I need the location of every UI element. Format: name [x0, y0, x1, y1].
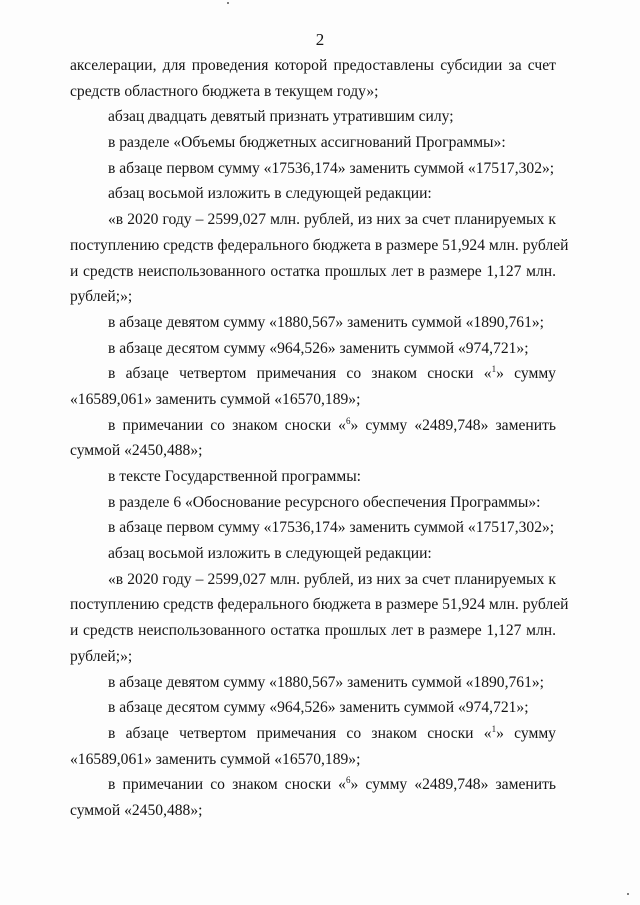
text-line [70, 798, 556, 824]
text-line [70, 541, 556, 567]
line-text: в абзаце четвертом примечания со знаком сноски « [108, 724, 492, 742]
line-text-after: » сумму «2489,748» заменить [350, 416, 557, 434]
line-text: «в 2020 году – 2599,027 млн. рублей, из них за счет планируемых к [108, 211, 556, 229]
line-text: в абзаце первом сумму «17536,174» заменить суммой «17517,302»; [108, 519, 555, 537]
text-line [70, 413, 556, 439]
line-text-after: » сумму [496, 724, 556, 742]
text-line [70, 772, 556, 798]
line-text: и средств неиспользованного остатка прошлых лет в размере 1,127 млн. [70, 262, 556, 280]
line-text: «16589,061» заменить суммой «16570,189»; [70, 750, 361, 768]
line-text-after: » сумму [496, 365, 556, 383]
text-line [70, 618, 556, 644]
text-line [70, 181, 556, 207]
line-text: в абзаце десятом сумму «964,526» заменить суммой «974,721»; [108, 339, 529, 357]
footnote-mark: 6 [345, 415, 351, 426]
text-line [70, 490, 556, 516]
text-line [70, 592, 569, 618]
line-text: поступлению средств федерального бюджета в размере 51,924 млн. рублей [70, 236, 569, 254]
text-line [70, 361, 556, 387]
page-number: 2 [315, 30, 325, 49]
document-body [70, 53, 569, 824]
line-text: в разделе «Объемы бюджетных ассигнований Программы»: [108, 134, 506, 152]
line-text: и средств неиспользованного остатка прошлых лет в размере 1,127 млн. [70, 622, 556, 640]
line-text: «в 2020 году – 2599,027 млн. рублей, из них за счет планируемых к [108, 570, 556, 588]
text-line [70, 53, 556, 79]
text-line [70, 644, 556, 670]
line-text: суммой «2450,488»; [70, 801, 203, 819]
line-text-after: » сумму «2489,748» заменить [350, 776, 557, 794]
text-line [70, 336, 556, 362]
text-line [70, 670, 556, 696]
line-text: поступлению средств федерального бюджета в размере 51,924 млн. рублей [70, 596, 569, 614]
text-line [70, 104, 556, 130]
text-line [70, 387, 556, 413]
line-text: в тексте Государственной программы: [108, 468, 362, 485]
text-line [70, 747, 556, 773]
line-text: абзац восьмой изложить в следующей редакции: [108, 545, 432, 563]
line-text: в абзаце первом сумму «17536,174» заменить суммой «17517,302»; [108, 159, 555, 177]
text-line [70, 515, 556, 541]
line-text: акселерации, для проведения которой предоставлены субсидии за счет [70, 57, 556, 74]
text-line [70, 156, 556, 182]
line-text: суммой «2450,488»; [70, 442, 203, 460]
footnote-mark: 1 [491, 364, 497, 375]
line-text: рублей;»; [70, 288, 133, 306]
text-line [70, 259, 556, 285]
line-text: в примечании со знаком сноски « [108, 776, 346, 794]
line-text: абзац восьмой изложить в следующей редакции: [108, 185, 432, 203]
text-line [70, 130, 556, 156]
text-line [70, 438, 556, 464]
scan-speck [227, 2, 229, 4]
line-text: рублей;»; [70, 647, 133, 665]
line-text: в абзаце десятом сумму «964,526» заменить суммой «974,721»; [108, 699, 529, 717]
line-text: абзац двадцать девятый признать утратившим силу; [108, 108, 454, 126]
footnote-mark: 6 [345, 775, 351, 786]
line-text: в абзаце девятом сумму «1880,567» заменить суммой «1890,761»; [108, 673, 545, 691]
line-text: в разделе 6 «Обоснование ресурсного обеспечения Программы»: [108, 493, 541, 511]
scan-speck [627, 893, 629, 895]
text-line [70, 464, 556, 490]
text-line [70, 79, 556, 105]
text-line [70, 721, 556, 747]
line-text: в абзаце девятом сумму «1880,567» заменить суммой «1890,761»; [108, 313, 545, 331]
line-text: «16589,061» заменить суммой «16570,189»; [70, 390, 361, 408]
footnote-mark: 1 [491, 723, 497, 734]
line-text: в примечании со знаком сноски « [108, 416, 346, 434]
line-text: в абзаце четвертом примечания со знаком сноски « [108, 365, 492, 383]
text-line [70, 233, 569, 259]
text-line [70, 567, 556, 593]
text-line [70, 207, 556, 233]
text-line [70, 284, 556, 310]
text-line [70, 310, 556, 336]
line-text: средств областного бюджета в текущем году»; [70, 82, 379, 100]
text-line [70, 695, 556, 721]
